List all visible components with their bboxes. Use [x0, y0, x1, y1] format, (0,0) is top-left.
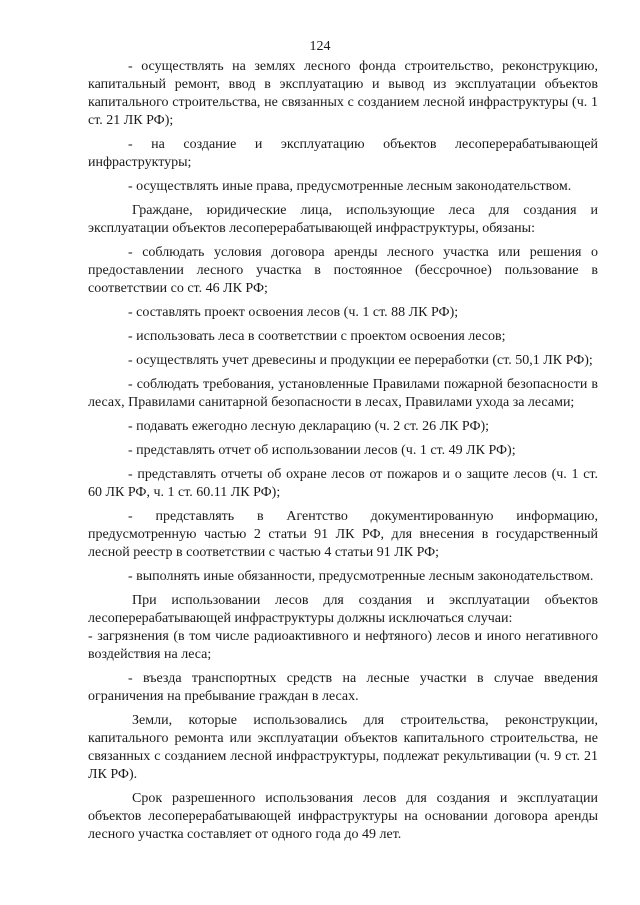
paragraph: - осуществлять на землях лесного фонда строительство, реконструкцию, капитальный ремонт, ввод в эксплуатацию и вывод из эксплуатации объектов капитального строительства, не связанных с созданием лесной инфраструктуры (ч. 1 ст. 21 ЛК РФ); — [88, 59, 598, 128]
paragraph: - осуществлять учет древесины и продукции ее переработки (ст. 50,1 ЛК РФ); — [128, 353, 593, 368]
paragraph: - представлять отчет об использовании лесов (ч. 1 ст. 49 ЛК РФ); — [128, 443, 516, 458]
page-number: 124 — [309, 39, 331, 54]
paragraph: - загрязнения (в том числе радиоактивного и нефтяного) лесов и иного негативного воздействия на леса; — [88, 629, 598, 662]
paragraph: - выполнять иные обязанности, предусмотренные лесным законодательством. — [128, 569, 594, 584]
paragraph: - осуществлять иные права, предусмотренные лесным законодательством. — [128, 179, 572, 194]
paragraph: - представлять в Агентство документированную информацию, предусмотренную частью 2 статьи 91 ЛК РФ, для внесения в государственный лесной реестр в соответствии с частью 4 статьи 91 ЛК РФ; — [88, 509, 598, 560]
paragraph: Земли, которые использовались для строительства, реконструкции, капитального ремонта или эксплуатации объектов капитального строительства, не связанных с созданием лесной инфраструктуры, подлежат рекультивации (ч. 9 ст. 21 ЛК РФ). — [88, 713, 598, 782]
paragraph: - въезда транспортных средств на лесные участки в случае введения ограничения на пребывание граждан в лесах. — [88, 671, 598, 704]
paragraph: При использовании лесов для создания и эксплуатации объектов лесоперерабатывающей инфраструктуры должны исключаться случаи: — [88, 593, 598, 626]
paragraph: - соблюдать требования, установленные Правилами пожарной безопасности в лесах, Правилами санитарной безопасности в лесах, Правилами ухода за лесами; — [88, 377, 598, 410]
document-body — [88, 58, 598, 850]
paragraph: Граждане, юридические лица, использующие леса для создания и эксплуатации объектов лесоперерабатывающей инфраструктуры, обязаны: — [88, 203, 598, 236]
paragraph: - на создание и эксплуатацию объектов лесоперерабатывающей инфраструктуры; — [88, 137, 598, 170]
paragraph: - подавать ежегодно лесную декларацию (ч. 2 ст. 26 ЛК РФ); — [128, 419, 490, 434]
paragraph: Срок разрешенного использования лесов для создания и эксплуатации объектов лесоперерабатывающей инфраструктуры на основании договора аренды лесного участка составляет от одного года до 49 лет. — [88, 791, 598, 842]
paragraph: - составлять проект освоения лесов (ч. 1 ст. 88 ЛК РФ); — [128, 305, 459, 320]
paragraph: - использовать леса в соответствии с проектом освоения лесов; — [128, 329, 506, 344]
paragraph: - соблюдать условия договора аренды лесного участка или решения о предоставлении лесного участка в постоянное (бессрочное) пользование в соответствии со ст. 46 ЛК РФ; — [88, 245, 598, 296]
paragraph: - представлять отчеты об охране лесов от пожаров и о защите лесов (ч. 1 ст. 60 ЛК РФ, ч. 1 ст. 60.11 ЛК РФ); — [88, 467, 598, 500]
